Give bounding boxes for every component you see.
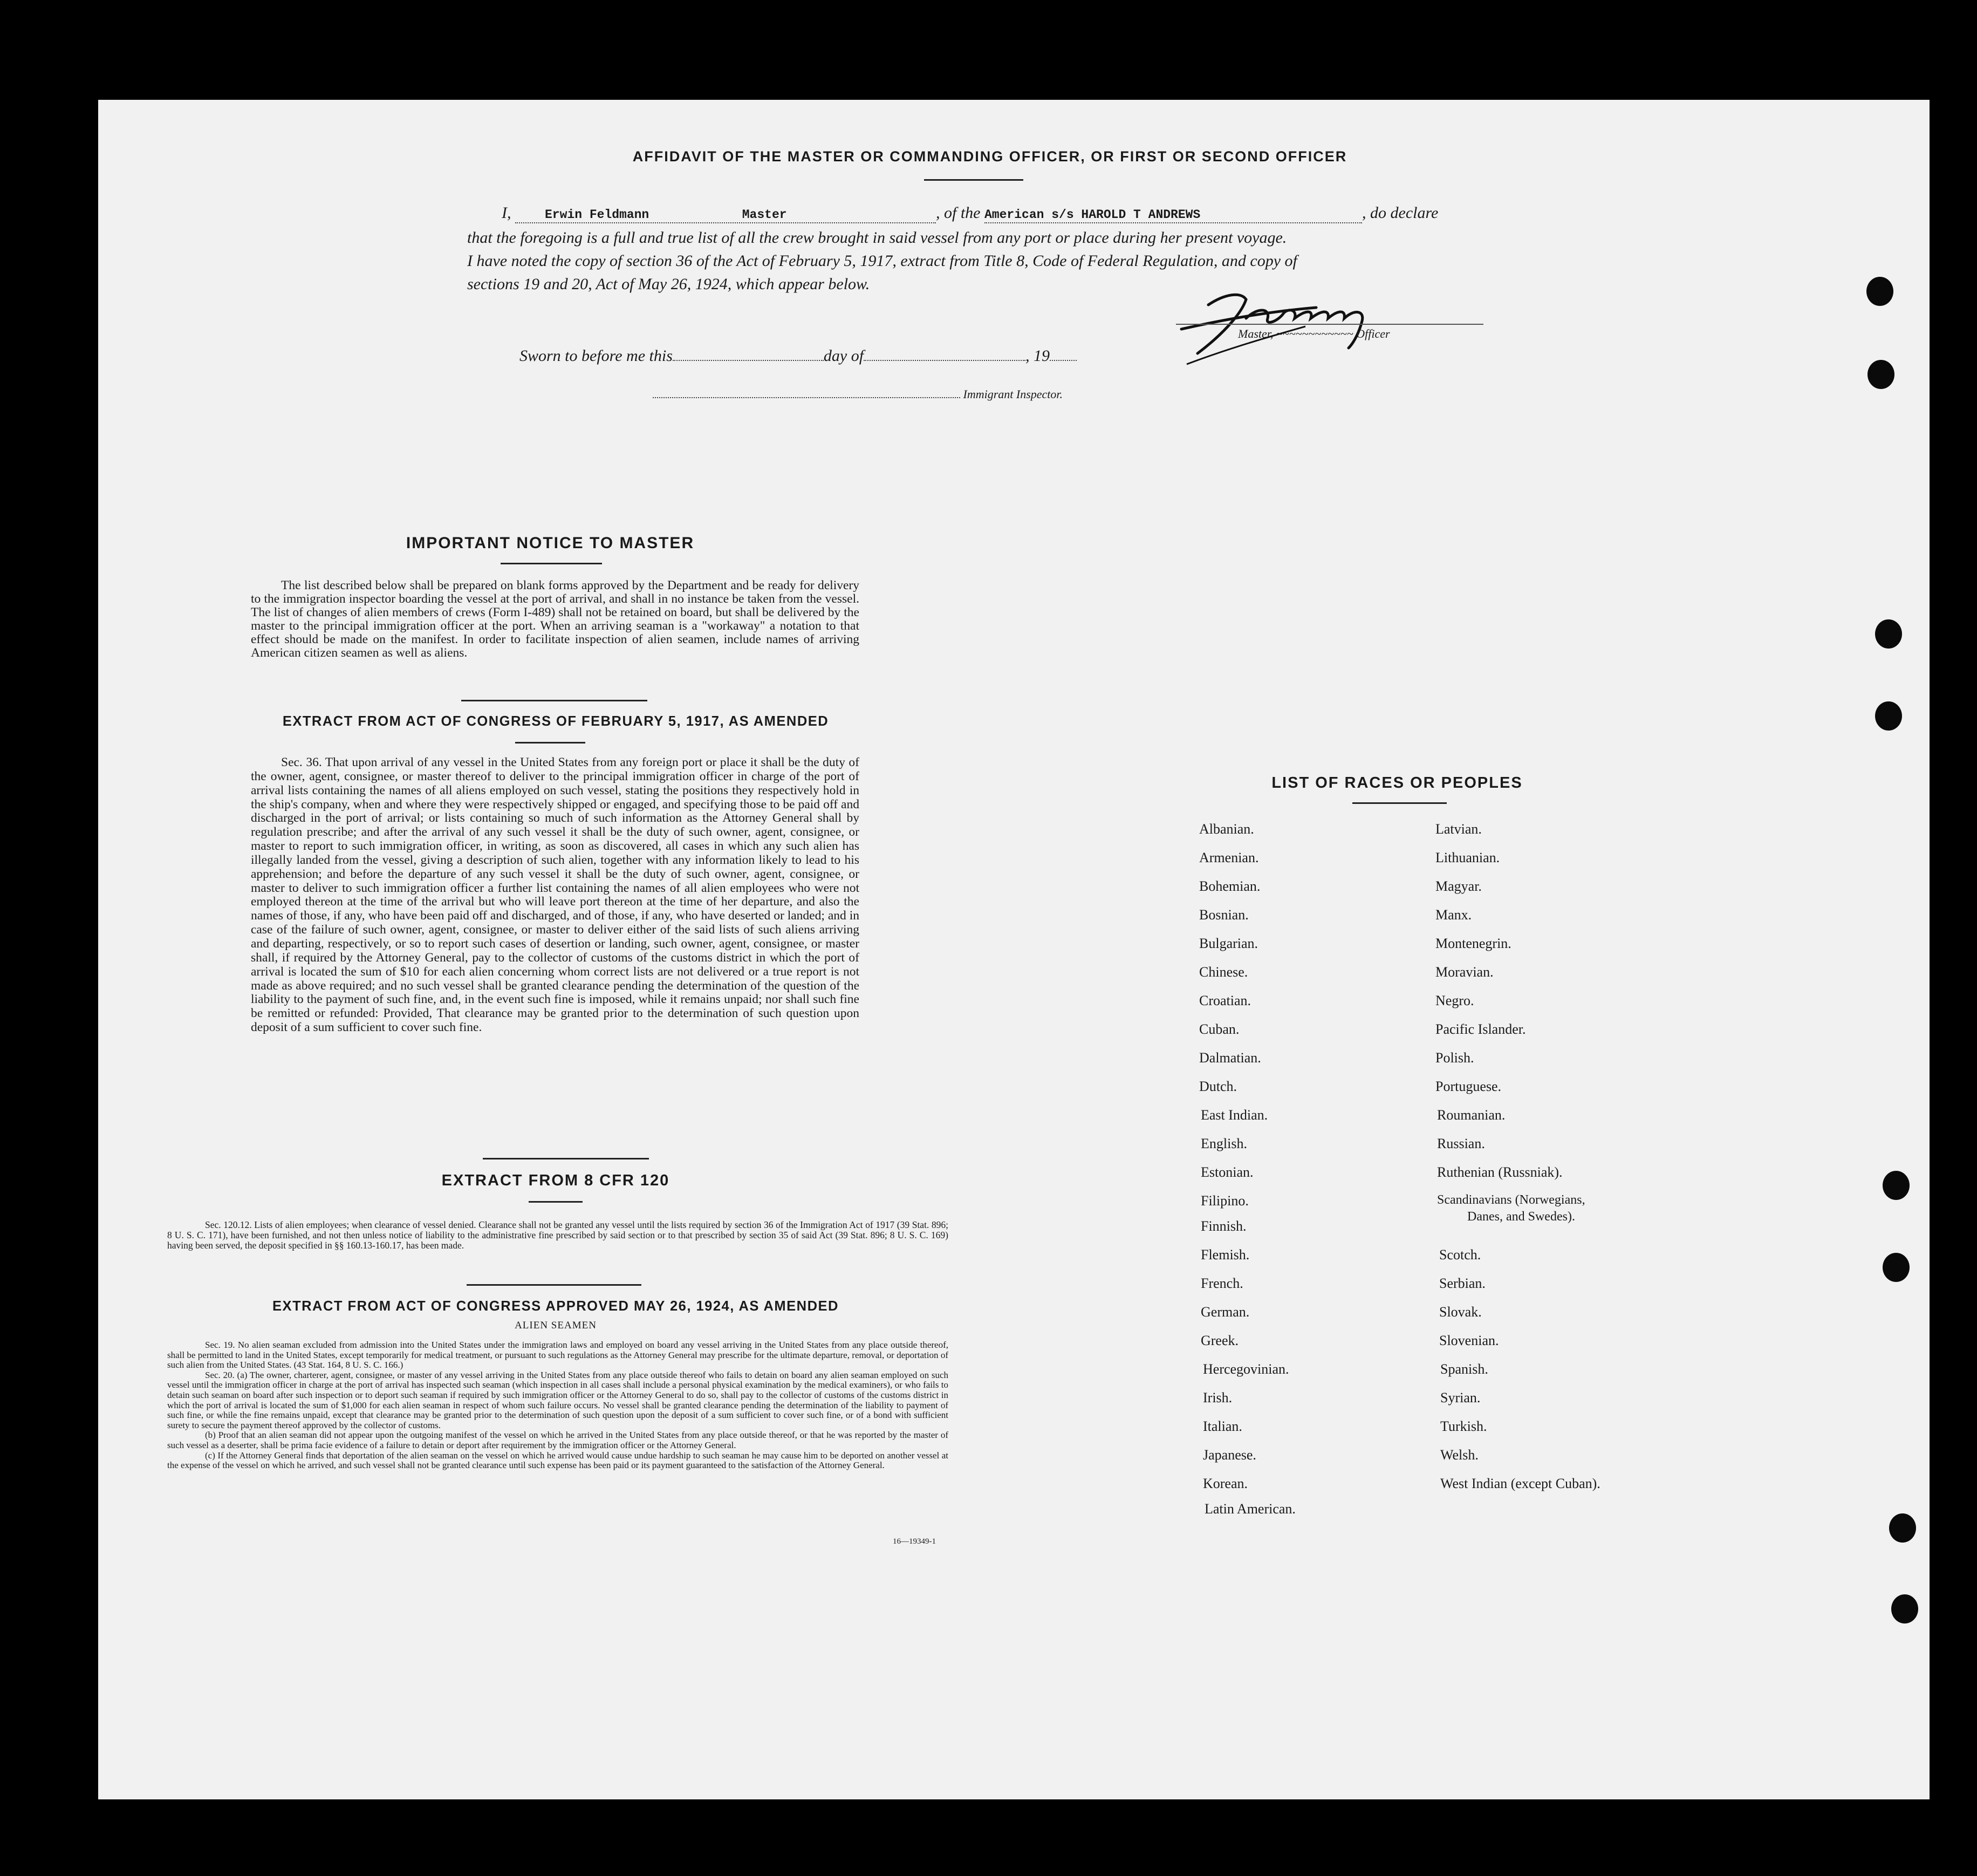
affidavit-title: AFFIDAVIT OF THE MASTER OR COMMANDING OFFICER, OR FIRST OR SECOND OFFICER — [632, 148, 1347, 165]
divider — [483, 1158, 649, 1159]
race-item: Moravian. — [1435, 964, 1494, 980]
sworn-year-field[interactable] — [1050, 360, 1077, 361]
sec-19-text: Sec. 19. No alien seaman excluded from admission into the United States under the immigration laws and employed on board any vessel arriving in the United States from any place outside thereof, shall be permitted to land in the United States, except temporarily for medical treatment, or pursuant to such regulations as the Attorney General may prescribe for the ultimate departure, removal, or deportation of such alien from the United States. (43 Stat. 164, 8 U. S. C. 166.) — [167, 1340, 948, 1370]
extract-cfr-title-rule — [529, 1201, 583, 1203]
race-item: Slovak. — [1439, 1304, 1482, 1320]
signature-line — [1176, 324, 1483, 325]
race-item: Roumanian. — [1437, 1107, 1506, 1123]
race-item: Lithuanian. — [1435, 850, 1500, 865]
race-item: Croatian. — [1199, 993, 1251, 1008]
race-item: Dalmatian. — [1199, 1050, 1261, 1066]
inspector-signature-field[interactable] — [653, 397, 960, 398]
race-item: Scandinavians (Norwegians, — [1437, 1193, 1585, 1207]
extract-1917-text: Sec. 36. That upon arrival of any vessel in the United States from any foreign port or place it shall be the duty of the owner, agent, consignee, or master thereof to deliver to the principal immigration officer in charge of the port of arrival lists containing the names of all aliens employed on such vessel, stating the positions they respectively hold in the ship's company, when and where they were respectively shipped or engaged, and specifying those to be paid off and discharged in the port of arrival; or lists containing so much of such information as the Attorney General shall by regulation prescribe; and after the arrival of any such vessel it shall be the duty of such owner, agent, consignee, or master to report to such immigration officer, in writing, as soon as discovered, all cases in which any such alien has illegally landed from the vessel, giving a description of such alien, together with any information likely to lead to his apprehension; and before the departure of any such vessel it shall be the duty of such owner, agent, consignee, or master to deliver to such immigration officer a further list containing the names of all alien employees who were not employed thereon at the time of the arrival but who will leave port thereon at the time of her departure, and also the names of those, if any, who have been paid off and discharged, and of those, if any, who have deserted or landed; and in case of the failure of such owner, agent, consignee, or master to deliver either of the said lists of such aliens arriving and departing, respectively, or so to report such cases of desertion or landing, such owner, agent, consignee, or master shall, if required by the Attorney General, pay to the collector of customs of the customs district in which the port of arrival is located the sum of $10 for each alien concerning whom correct lists are not delivered or a true report is not made as above required; and no such vessel shall be granted clearance pending the determination of the question of the liability to the payment of such fine, and, in the event such fine is imposed, while it remains unpaid; nor shall such fine be remitted or refunded: Provided, That clearance may be granted prior to the determination of such question upon deposit of a sum sufficient to cover such fine. — [251, 755, 859, 1035]
form-number: 16—19349-1 — [893, 1537, 936, 1546]
race-item: Bulgarian. — [1199, 936, 1258, 951]
race-item: East Indian. — [1201, 1107, 1268, 1123]
extract-cfr-title: EXTRACT FROM 8 CFR 120 — [441, 1172, 670, 1189]
race-item: Montenegrin. — [1435, 936, 1511, 951]
master-name-field[interactable] — [515, 204, 936, 223]
races-title-rule — [1352, 802, 1447, 804]
sworn-text: Sworn to before me this — [519, 347, 673, 365]
race-item: Bosnian. — [1199, 907, 1249, 923]
race-item: Latin American. — [1205, 1501, 1296, 1517]
race-item: Ruthenian (Russniak). — [1437, 1164, 1563, 1180]
race-item: Estonian. — [1201, 1164, 1254, 1180]
inspector-label: Immigrant Inspector. — [963, 387, 1063, 401]
of-the-text: , of the — [936, 204, 981, 222]
do-declare-text: , do declare — [1362, 204, 1439, 222]
race-item: Danes, and Swedes). — [1467, 1210, 1575, 1224]
notice-title: IMPORTANT NOTICE TO MASTER — [406, 534, 695, 552]
extract-1917-title: EXTRACT FROM ACT OF CONGRESS OF FEBRUARY 5, 1917, AS AMENDED — [282, 714, 829, 729]
race-item: Bohemian. — [1199, 878, 1261, 894]
sec-20c-text: (c) If the Attorney General finds that deportation of the alien seaman on the vessel on which he arrived would cause undue hardship to such seaman he may cause him to be deported on another vessel at the expense of the vessel on which he arrived, and such vessel shall not be granted clearance until such expense has been paid or its payment guaranteed to the satisfaction of the Attorney General. — [167, 1450, 948, 1471]
extract-1917-title-rule — [515, 742, 585, 743]
race-item: Russian. — [1437, 1136, 1485, 1151]
affidavit-line-1 — [502, 204, 1489, 223]
race-item: Cuban. — [1199, 1021, 1240, 1037]
year-text: , 19 — [1025, 347, 1050, 365]
race-item: Dutch. — [1199, 1079, 1237, 1094]
divider — [461, 700, 647, 701]
notice-title-rule — [501, 563, 602, 564]
race-item: Welsh. — [1440, 1447, 1479, 1463]
extract-1924-title: EXTRACT FROM ACT OF CONGRESS APPROVED MAY 26, 1924, AS AMENDED — [272, 1299, 839, 1314]
sworn-month-field[interactable] — [864, 360, 1025, 361]
punch-hole — [1889, 1513, 1916, 1543]
race-item: Finnish. — [1201, 1218, 1247, 1234]
extract-1924-subtitle: ALIEN SEAMEN — [515, 1320, 597, 1331]
race-item: Serbian. — [1439, 1275, 1486, 1291]
affidavit-line-4: sections 19 and 20, Act of May 26, 1924, which appear below. — [467, 275, 870, 293]
punch-hole — [1866, 277, 1893, 306]
race-item: Flemish. — [1201, 1247, 1250, 1263]
race-item: Spanish. — [1440, 1361, 1488, 1377]
affidavit-i: I, — [502, 204, 511, 222]
race-item: Turkish. — [1440, 1418, 1487, 1434]
race-item: Filipino. — [1201, 1193, 1249, 1209]
race-item: Slovenian. — [1439, 1333, 1499, 1348]
race-item: Greek. — [1201, 1333, 1239, 1348]
punch-hole — [1875, 619, 1902, 649]
affidavit-line-2: that the foregoing is a full and true list of all the crew brought in said vessel from any port or place during her present voyage. — [467, 229, 1287, 247]
sec-20b-text: (b) Proof that an alien seaman did not appear upon the outgoing manifest of the vessel on which he arrived in the United States from any place outside thereof, or that he was reported by the master of such vessel as a deserter, shall be prima facie evidence of a failure to detain or deport after requirement by the immigration officer or the Attorney General. — [167, 1430, 948, 1450]
race-item: Armenian. — [1199, 850, 1259, 865]
punch-hole — [1867, 360, 1894, 389]
race-item: German. — [1201, 1304, 1250, 1320]
race-item: Polish. — [1435, 1050, 1474, 1066]
race-item: Albanian. — [1199, 821, 1254, 837]
affidavit-line-3: I have noted the copy of section 36 of the Act of February 5, 1917, extract from Title 8, Code of Federal Regulation, and copy of — [467, 252, 1297, 270]
race-item: French. — [1201, 1275, 1243, 1291]
extract-1924-body — [167, 1340, 948, 1471]
race-item: Hercegovinian. — [1203, 1361, 1289, 1377]
race-item: Manx. — [1435, 907, 1472, 923]
punch-hole — [1883, 1171, 1910, 1200]
race-item: Syrian. — [1440, 1390, 1481, 1406]
vessel-field[interactable] — [984, 204, 1362, 223]
races-title: LIST OF RACES OR PEOPLES — [1271, 774, 1523, 792]
race-item: Scotch. — [1439, 1247, 1481, 1263]
punch-hole — [1891, 1594, 1918, 1623]
punch-hole — [1875, 701, 1902, 731]
master-rank: Master — [742, 208, 787, 222]
divider — [467, 1284, 641, 1286]
race-item: Japanese. — [1203, 1447, 1256, 1463]
vessel-name: American s/s HAROLD T ANDREWS — [984, 208, 1201, 222]
race-item: Korean. — [1203, 1476, 1248, 1491]
race-item: Negro. — [1435, 993, 1474, 1008]
race-item: Magyar. — [1435, 878, 1482, 894]
sec-20a-text: Sec. 20. (a) The owner, charterer, agent, consignee, or master of any vessel arriving in the United States from any place outside thereof who fails to detain on board any alien seaman employed on such vessel until the immigration officer in charge at the port of arrival has inspected such seaman (which inspection in all cases shall include a personal physical examination by the medical examiners), or who fails to detain such seaman on board after such inspection or to deport such seaman if required by such immigration officer or the Attorney General to do so, shall pay to the collector of customs of the customs district in which the port of arrival is located the sum of $1,000 for each alien seaman in respect of whom such failure occurs. No vessel shall be granted clearance pending the determination of the liability to payment of such fine, or while the fine remains unpaid, except that clearance may be granted prior to the determination of such question upon the deposit of a sum sufficient to cover such fine, or of a bond with sufficient surety to secure the payment thereof approved by the collector of customs. — [167, 1369, 948, 1430]
notice-text: The list described below shall be prepared on blank forms approved by the Department and be ready for delivery to the immigration inspector boarding the vessel at the port of arrival, and shall in no instance be taken from the vessel. The list of changes of alien members of crews (Form I-489) shall not be retained on board, but shall be delivered by the master to the principal immigration officer at the port. When an arriving seaman is a "workaway" a notation to that effect should be made on the manifest. In order to facilitate inspection of alien seamen, include names of arriving American citizen seamen as well as aliens. — [251, 578, 859, 660]
inspector-line — [653, 387, 1063, 401]
affidavit-title-rule — [924, 179, 1023, 181]
day-of-text: day of — [823, 347, 864, 365]
sworn-line — [519, 347, 1077, 365]
sworn-day-field[interactable] — [673, 360, 824, 361]
race-item: Latvian. — [1435, 821, 1482, 837]
race-item: Irish. — [1203, 1390, 1233, 1406]
race-item: Chinese. — [1199, 964, 1248, 980]
extract-cfr-text: Sec. 120.12. Lists of alien employees; when clearance of vessel denied. Clearance shall not be granted any vessel until the lists required by section 36 of the Immigration Act of 1917 (39 Stat. 896; 8 U. S. C. 171), have been furnished, and not then unless notice of liability to the administrative fine prescribed by said section or to that prescribed by section 35 of said Act (39 Stat. 896; 8 U. S. C. 169) having been served, the deposit specified in §§ 160.13-160.17, has been made. — [167, 1219, 948, 1251]
race-item: Portuguese. — [1435, 1079, 1502, 1094]
race-item: West Indian (except Cuban). — [1440, 1476, 1600, 1491]
punch-hole — [1883, 1253, 1910, 1282]
race-item: English. — [1201, 1136, 1247, 1151]
master-name: Erwin Feldmann — [545, 208, 649, 222]
race-item: Pacific Islander. — [1435, 1021, 1526, 1037]
race-item: Italian. — [1203, 1418, 1242, 1434]
signature-caption: Master, ~~~~~~~~~~~~ Officer — [1238, 327, 1390, 340]
